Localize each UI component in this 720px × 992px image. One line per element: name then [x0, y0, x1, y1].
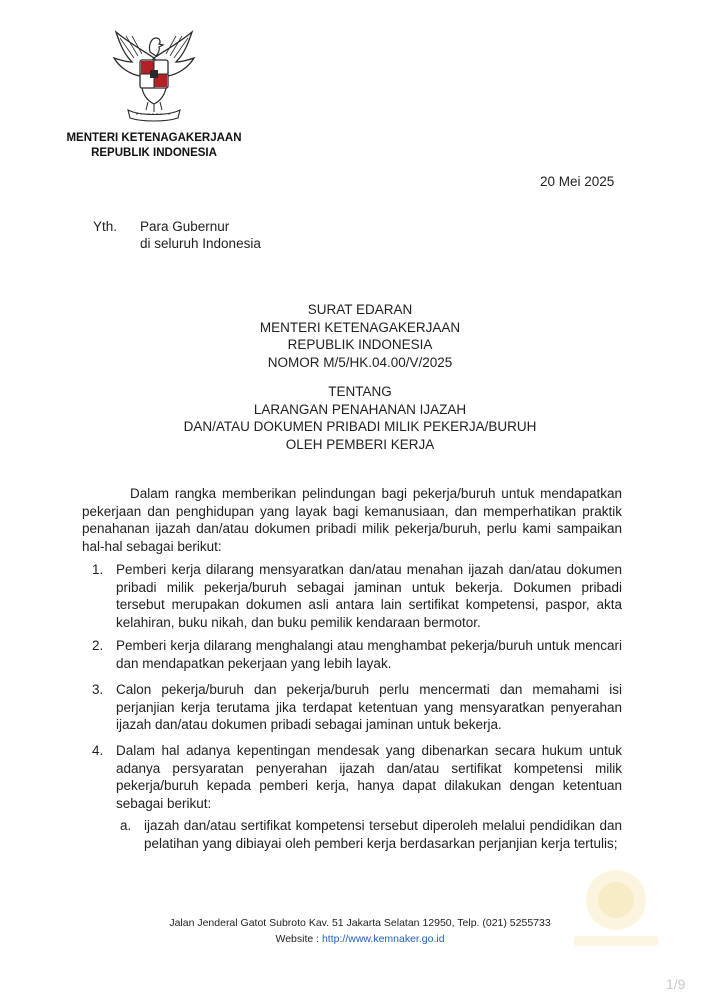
footer-website-label: Website : — [275, 933, 322, 945]
list-item-text: Dalam hal adanya kepentingan mendesak yang dibenarkan secara hukum untuk adanya persyaratan penyerahan ijazah dan/atau sertifikat kompetensi milik pekerja/buruh kepada pemberi kerja, hanya dapat dilakukan dengan ketentuan sebagai berikut: — [116, 743, 622, 811]
list-item-text: Calon pekerja/buruh dan pekerja/buruh perlu mencermati dan memahami isi perjanjian kerja terutama jika terdapat ketentuan yang mensyaratkan penyerahan ijazah dan/atau dokumen pribadi sebagai jaminan untuk bekerja. — [116, 682, 622, 732]
footer-website — [0, 931, 720, 947]
page-number: 1/9 — [666, 976, 686, 992]
ministry-line-2: REPUBLIK INDONESIA — [91, 147, 217, 159]
heading-line-7: DAN/ATAU DOKUMEN PRIBADI MILIK PEKERJA/BURUH — [183, 419, 537, 434]
heading-line-6: LARANGAN PENAHANAN IJAZAH — [253, 401, 467, 417]
heading-line-4: NOMOR M/5/HK.04.00/V/2025 — [267, 354, 453, 370]
sub-list-item-text: ijazah dan/atau sertifikat kompetensi tersebut diperoleh melalui pendidikan dan pelatihan yang dibiayai oleh pemberi kerja berdasarkan perjanjian kerja tertulis; — [144, 818, 622, 851]
heading-line-5: TENTANG — [328, 384, 392, 399]
addressee-prefix: Yth. — [93, 219, 118, 234]
ministry-title — [64, 131, 244, 161]
heading-line-1: SURAT EDARAN — [307, 302, 413, 317]
garuda-pancasila-icon — [106, 28, 202, 122]
sub-list-item-letter: a. — [120, 818, 132, 833]
footer-address: Jalan Jenderal Gatot Subroto Kav. 51 Jakarta Selatan 12950, Telp. (021) 5255733 — [169, 917, 551, 929]
addressee-line-1: Para Gubernur — [140, 219, 230, 234]
heading-line-3: REPUBLIK INDONESIA — [287, 337, 433, 352]
heading-line-8: OLEH PEMBERI KERJA — [285, 436, 435, 452]
list-item-number: 1. — [92, 562, 104, 577]
list-item-number: 4. — [92, 743, 104, 758]
addressee-line-2: di seluruh Indonesia — [140, 236, 261, 251]
list-item-text: Pemberi kerja dilarang menghalangi atau menghambat pekerja/buruh untuk mencari dan mendapatkan pekerjaan yang lebih layak. — [116, 638, 622, 671]
list-item-number: 3. — [92, 682, 104, 697]
letter-date: 20 Mei 2025 — [540, 174, 615, 189]
list-item-number: 2. — [92, 638, 104, 653]
addressee-recipient — [140, 218, 261, 252]
letter-heading — [0, 301, 720, 453]
website-link[interactable]: http://www.kemnaker.go.id — [321, 933, 445, 945]
letter-footer — [0, 915, 720, 947]
intro-paragraph: Dalam rangka memberikan pelindungan bagi pekerja/buruh untuk mendapatkan pekerjaan dan penghidupan yang layak bagi kemanusiaan, dan memperhatikan praktik penahanan ijazah dan/atau dokumen pribadi milik pekerja/buruh, perlu kami sampaikan hal-hal sebagai berikut: — [82, 486, 622, 554]
heading-line-2: MENTERI KETENAGAKERJAAN — [259, 319, 461, 335]
ministry-line-1: MENTERI KETENAGAKERJAAN — [66, 132, 242, 144]
list-item-text: Pemberi kerja dilarang mensyaratkan dan/atau menahan ijazah dan/atau dokumen pribadi milik pekerja/buruh sebagai jaminan untuk bekerja. Dokumen pribadi tersebut merupakan dokumen asli antara lain sertifikat kompetensi, paspor, akta kelahiran, buku nikah, dan buku pemilik kendaraan bermotor. — [116, 562, 622, 630]
